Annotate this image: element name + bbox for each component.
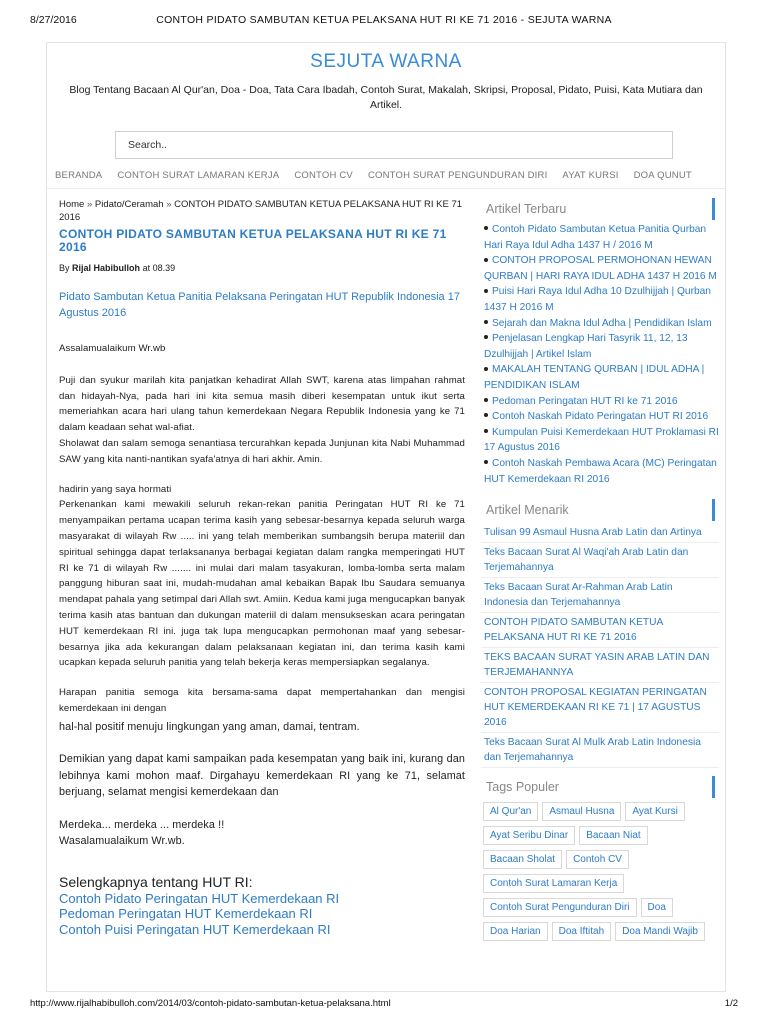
list-item[interactable]: CONTOH PROPOSAL KEGIATAN PERINGATAN HUT KEMERDEKAAN RI KE 71 | 17 AGUSTUS 2016 xyxy=(481,683,719,733)
post-body xyxy=(59,341,465,850)
post-author[interactable]: Rijal Habibulloh xyxy=(72,263,141,273)
list-item[interactable]: CONTOH PROPOSAL PERMOHONAN HEWAN QURBAN | HARI RAYA IDUL ADHA 1437 H 2016 M xyxy=(484,255,717,282)
print-date: 8/27/2016 xyxy=(30,14,77,26)
body-paragraph: Harapan panitia semoga kita bersama-sama dapat mempertahankan dan mengisi kemerdekaan ini dengan xyxy=(59,687,465,714)
list-item[interactable]: Penjelasan Lengkap Hari Tasyrik 11, 12, 13 Dzulhijjah | Artikel Islam xyxy=(484,333,688,360)
sidebar xyxy=(481,198,719,941)
list-item[interactable]: Kumpulan Puisi Kemerdekaan HUT Proklamasi RI 17 Agustus 2016 xyxy=(484,426,719,454)
list-item[interactable]: CONTOH PIDATO SAMBUTAN KETUA PELAKSANA HUT RI KE 71 2016 xyxy=(481,613,719,648)
related-links xyxy=(59,874,465,938)
body-paragraph: hal-hal positif menuju lingkungan yang aman, damai, tentram. xyxy=(59,720,360,733)
print-header xyxy=(30,14,738,30)
tag-chip[interactable]: Bacaan Niat xyxy=(579,826,647,845)
related-heading: Selengkapnya tentang HUT RI: xyxy=(59,873,253,890)
nav-item-beranda[interactable]: BERANDA xyxy=(55,170,103,181)
related-link[interactable]: Contoh Pidato Peringatan HUT Kemerdekaan RI xyxy=(59,890,340,906)
print-page-number: 1/2 xyxy=(724,998,738,1009)
nav-item-surat-pengunduran[interactable]: CONTOH SURAT PENGUNDURAN DIRI xyxy=(367,170,548,181)
list-item[interactable]: TEKS BACAAN SURAT YASIN ARAB LATIN DAN TERJEMAHANNYA xyxy=(481,648,719,683)
body-paragraph: Perkenankan kami mewakili seluruh rekan-rekan panitia Peringatan HUT RI ke 71 menyampaikan pertama ucapan terima kasih yang sebesar-besarnya kepada seluruh warga masyarakat di wilayah Rw ..... ini yang telah memberikan sumbangsih berupa materiil dan spiritual sehingga dapat terlaksananya berbagai kegiatan dalam rangka memperingati HUT RI ke 71 di wilayah Rw ....... ini mulai dari malam tasyakuran, lomba-lomba serta malam panggung hiburan saat ini, mudah-mudahan amal kebaikan Bapak Ibu Saudara semuanya mendapat pahala yang setimpal dari Allah swt. Amiin. Kedua kami juga mengucapkan banyak terima kasih atas bantuan dan dukungan materiil di dalam mensukseskan acara peringatan HUT kemerdekaan RI ini. juga tak lupa mengucapkan permohonan maaf yang sebesar-besarnya jika ada kekurangan dalam pelaksanaan kegiatan ini, dan terima kasih kami ucapkan kepada seluruh panitia yang telah bekerja keras mempersiapkan segalanya. xyxy=(59,499,466,669)
body-paragraph: Sholawat dan salam semoga senantiasa tercurahkan kepada Junjunan kita Nabi Muhammad SAW yang kita nanti-nantikan syafa'atnya di hari akhir. Amin. xyxy=(59,437,465,465)
tag-chip[interactable]: Bacaan Sholat xyxy=(483,850,562,869)
tag-chip[interactable]: Doa Mandi Wajib xyxy=(615,922,705,941)
tag-chip[interactable]: Ayat Kursi xyxy=(625,802,684,821)
print-title: CONTOH PIDATO SAMBUTAN KETUA PELAKSANA HUT RI KE 71 2016 - SEJUTA WARNA xyxy=(156,14,612,26)
search-input[interactable] xyxy=(116,132,672,158)
list-item[interactable]: Contoh Pidato Sambutan Ketua Panitia Qurban Hari Raya Idul Adha 1437 H / 2016 M xyxy=(484,224,707,251)
main-nav xyxy=(47,167,725,189)
body-paragraph: Demikian yang dapat kami sampaikan pada kesempatan yang baik ini, kurang dan lebihnya kami mohon maaf. Dirgahayu kemerdekaan RI yang ke 71, selamat berjuang, selamat mengisi kemerdekaan dan xyxy=(59,753,465,799)
site-description: Blog Tentang Bacaan Al Qur'an, Doa - Doa, Tata Cara Ibadah, Contoh Surat, Makalah, Skripsi, Proposal, Pidato, Puisi, Kata Mutiara dan Artikel. xyxy=(69,84,703,111)
breadcrumb-separator: » xyxy=(86,199,93,210)
list-item[interactable]: MAKALAH TENTANG QURBAN | IDUL ADHA | PENDIDIKAN ISLAM xyxy=(484,364,705,391)
tags-widget-title: Tags Populer xyxy=(481,776,719,798)
related-link[interactable]: Pedoman Peringatan HUT Kemerdekaan RI xyxy=(59,906,313,922)
tag-chip[interactable]: Ayat Seribu Dinar xyxy=(483,826,575,845)
post-byline xyxy=(59,263,465,273)
popular-widget-title: Artikel Menarik xyxy=(481,499,719,521)
list-item[interactable]: Teks Bacaan Surat Al Waqi'ah Arab Latin dan Terjemahannya xyxy=(481,543,719,578)
print-url: http://www.rijalhabibulloh.com/2014/03/contoh-pidato-sambutan-ketua-pelaksana.html xyxy=(30,998,391,1009)
tag-chip[interactable]: Doa Iftitah xyxy=(552,922,612,941)
post-time: at 08.39 xyxy=(142,263,176,273)
list-item[interactable]: Pedoman Peringatan HUT RI ke 71 2016 xyxy=(481,394,719,410)
nav-item-doa-qunut[interactable]: DOA QUNUT xyxy=(633,170,692,181)
recent-list xyxy=(481,222,719,487)
print-footer xyxy=(30,998,738,1014)
list-item[interactable]: Puisi Hari Raya Idul Adha 10 Dzulhijjah | Qurban 1437 H 2016 M xyxy=(484,286,711,313)
nav-item-surat-lamaran[interactable]: CONTOH SURAT LAMARAN KERJA xyxy=(117,170,280,181)
breadcrumb xyxy=(59,198,465,224)
list-item[interactable]: Teks Bacaan Surat Al Mulk Arab Latin Indonesia dan Terjemahannya xyxy=(481,733,719,768)
tag-chip[interactable]: Doa Harian xyxy=(483,922,548,941)
greeting-paragraph: Assalamualaikum Wr.wb xyxy=(59,343,166,354)
closing-paragraph: Wasalamualaikum Wr.wb. xyxy=(59,835,185,848)
page-frame xyxy=(46,42,726,992)
closing-paragraph: Merdeka... merdeka ... merdeka !! xyxy=(59,818,225,831)
breadcrumb-home[interactable]: Home xyxy=(59,199,85,210)
tag-chip[interactable]: Al Qur'an xyxy=(483,802,538,821)
tag-cloud xyxy=(481,802,719,941)
tag-chip[interactable]: Contoh CV xyxy=(566,850,629,869)
popular-list xyxy=(481,523,719,768)
body-paragraph: hadirin yang saya hormati xyxy=(59,483,172,495)
tag-chip[interactable]: Doa xyxy=(641,898,673,917)
list-item[interactable]: Teks Bacaan Surat Ar-Rahman Arab Latin Indonesia dan Terjemahannya xyxy=(481,578,719,613)
body-paragraph: Puji dan syukur marilah kita panjatkan kehadirat Allah SWT, karena atas limpahan rahmat dan hidayah-Nya, pada hari ini kita semua masih diberi kesempatan untuk ikut serta memeriahkan acara hari ulang tahun kemerdekaan Negara Republik Indonesia yang ke 71 dalam keadaan sehat wal-afiat. xyxy=(59,374,465,434)
nav-item-contoh-cv[interactable]: CONTOH CV xyxy=(294,170,353,181)
post-title[interactable]: CONTOH PIDATO SAMBUTAN KETUA PELAKSANA HUT RI KE 71 2016 xyxy=(59,227,447,254)
breadcrumb-current: CONTOH PIDATO SAMBUTAN KETUA PELAKSANA HUT RI KE 71 2016 xyxy=(59,199,463,223)
recent-widget-title: Artikel Terbaru xyxy=(481,198,719,220)
search-box xyxy=(115,131,673,159)
list-item[interactable]: Sejarah dan Makna Idul Adha | Pendidikan Islam xyxy=(481,316,719,332)
list-item[interactable]: Contoh Naskah Pidato Peringatan HUT RI 2016 xyxy=(481,409,719,425)
breadcrumb-separator: » xyxy=(166,199,172,210)
byline-prefix: By xyxy=(59,263,70,273)
breadcrumb-category[interactable]: Pidato/Ceramah xyxy=(94,199,164,210)
tag-chip[interactable]: Asmaul Husna xyxy=(542,802,621,821)
main-content xyxy=(59,198,465,938)
site-title[interactable]: SEJUTA WARNA xyxy=(310,51,462,72)
tag-chip[interactable]: Contoh Surat Pengunduran Diri xyxy=(483,898,637,917)
list-item[interactable]: Contoh Naskah Pembawa Acara (MC) Peringatan HUT Kemerdekaan RI 2016 xyxy=(484,457,717,485)
nav-item-ayat-kursi[interactable]: AYAT KURSI xyxy=(562,170,619,181)
tag-chip[interactable]: Contoh Surat Lamaran Kerja xyxy=(483,874,624,893)
post-subtitle: Pidato Sambutan Ketua Panitia Pelaksana Peringatan HUT Republik Indonesia 17 Agustus 2016 xyxy=(59,291,460,319)
related-link[interactable]: Contoh Puisi Peringatan HUT Kemerdekaan RI xyxy=(59,921,331,937)
list-item[interactable]: Tulisan 99 Asmaul Husna Arab Latin dan Artinya xyxy=(481,523,719,543)
